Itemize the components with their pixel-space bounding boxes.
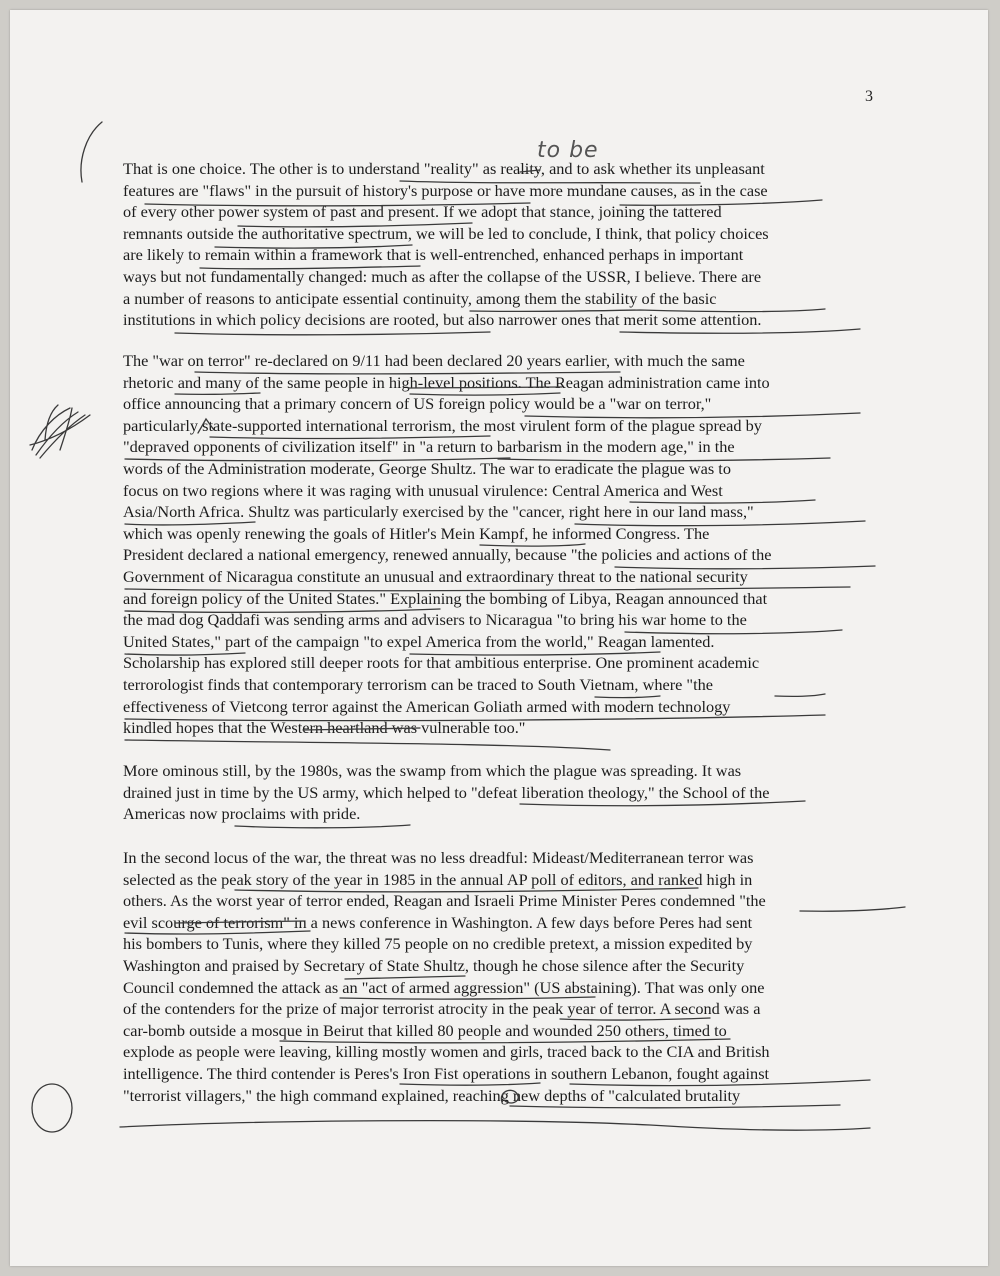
text-line: which was openly renewing the goals of Hitler's Mein Kampf, he informed Congress. The xyxy=(123,523,710,543)
underline-mark xyxy=(215,245,412,248)
underline-mark xyxy=(125,522,255,525)
document-page xyxy=(10,10,988,1266)
strikethrough-mark xyxy=(520,170,540,172)
text-line: kindled hopes that the Western heartland was vulnerable too." xyxy=(123,718,526,738)
text-line: office announcing that a primary concern of US foreign policy would be a "war on terror," xyxy=(123,394,712,414)
text-line: In the second locus of the war, the threat was no less dreadful: Mideast/Mediterranean terror was xyxy=(123,848,754,867)
underline-mark xyxy=(145,203,530,206)
underline-mark xyxy=(410,652,660,655)
underline-mark xyxy=(175,393,260,394)
underline-mark xyxy=(775,694,825,696)
text-line: "depraved opponents of civilization itself" in "a return to barbarism in the modern age," in the xyxy=(123,437,735,457)
underline-mark xyxy=(125,587,850,591)
text-line: institutions in which policy decisions are rooted, but also narrower ones that merit some attention. xyxy=(123,310,762,330)
text-line: United States," part of the campaign "to expel America from the world," Reagan lamented. xyxy=(123,631,715,651)
underline-mark xyxy=(480,544,585,546)
text-line: of every other power system of past and present. If we adopt that stance, joining the tattered xyxy=(123,202,722,222)
strikethrough-mark xyxy=(408,387,562,388)
text-line: selected as the peak story of the year in 1985 in the annual AP poll of editors, and ranked high in xyxy=(123,869,753,889)
underline-mark xyxy=(125,653,245,655)
underline-mark xyxy=(125,458,510,461)
text-line: drained just in time by the US army, which helped to "defeat liberation theology," the School of the xyxy=(123,782,770,802)
underline-mark xyxy=(210,436,490,439)
underline-mark xyxy=(560,1018,710,1020)
insertion-caret-mark xyxy=(198,419,214,433)
text-line: ways but not fundamentally changed: much as after the collapse of the USSR, I believe. There are xyxy=(123,266,762,286)
underline-mark xyxy=(800,907,905,911)
text-line: explode as people were leaving, killing mostly women and girls, traced back to the CIA and British xyxy=(123,1042,770,1062)
underline-mark xyxy=(510,1105,840,1108)
text-line: his bombers to Tunis, where they killed 75 people on no credible pretext, a mission expedited by xyxy=(123,934,753,954)
pen-annotations xyxy=(10,10,988,1266)
page-number: 3 xyxy=(865,88,873,105)
underline-mark xyxy=(520,801,805,806)
underline-mark xyxy=(235,825,410,828)
strikethrough-mark xyxy=(303,728,420,730)
underline-mark xyxy=(620,200,822,205)
text-line: Americas now proclaims with pride. xyxy=(123,804,361,824)
text-line: That is one choice. The other is to understand "reality" as reality, and to ask whether its unpleasant xyxy=(123,159,765,178)
margin-circle-mark xyxy=(32,1084,72,1132)
underline-mark xyxy=(195,372,620,374)
text-line: "terrorist villagers," the high command explained, reaching new depths of "calculated brutality xyxy=(123,1085,741,1105)
text-line: Council condemned the attack as an "act of armed aggression" (US abstaining). That was only one xyxy=(123,977,765,997)
text-line: rhetoric and many of the same people in high-level positions. The Reagan administration came into xyxy=(123,372,770,392)
strikethrough-mark xyxy=(345,976,465,979)
underline-mark xyxy=(238,223,472,227)
underline-mark xyxy=(400,181,700,183)
text-line: others. As the worst year of terror ended, Reagan and Israeli Prime Minister Peres condemned "the xyxy=(123,891,766,911)
bottom-underline-mark xyxy=(120,1121,870,1130)
text-line: are likely to remain within a framework that is well-entrenched, enhanced perhaps in important xyxy=(123,245,744,265)
text-line: the mad dog Qaddafi was sending arms and advisers to Nicaragua "to bring his war home to the xyxy=(123,610,747,630)
underline-mark xyxy=(235,888,698,892)
underline-mark xyxy=(570,1080,870,1086)
text-line: particularly state-supported international terrorism, the most virulent form of the plague spread by xyxy=(123,415,762,435)
strikethrough-mark xyxy=(175,921,305,923)
underline-mark xyxy=(575,521,865,526)
text-line: and foreign policy of the United States." Explaining the bombing of Libya, Reagan announced that xyxy=(123,588,768,608)
underline-mark xyxy=(175,332,490,335)
text-line: evil scourge of terrorism" in a news conference in Washington. A few days before Peres had sent xyxy=(123,912,753,932)
underline-mark xyxy=(525,413,860,418)
text-line: of the contenders for the prize of major terrorist atrocity in the peak year of terror. A second was a xyxy=(123,999,761,1019)
underline-mark xyxy=(498,458,830,461)
underline-mark xyxy=(125,931,310,934)
text-line: intelligence. The third contender is Peres's Iron Fist operations in southern Lebanon, fought against xyxy=(123,1063,770,1083)
text-line: President declared a national emergency, renewed annually, because "the policies and actions of the xyxy=(123,545,772,565)
underline-mark xyxy=(125,740,610,750)
text-line: a number of reasons to anticipate essential continuity, among them the stability of the basic xyxy=(123,288,717,308)
text-line: car-bomb outside a mosque in Beirut that killed 80 people and wounded 250 others, timed to xyxy=(123,1020,727,1040)
insertion-loop-mark xyxy=(501,1090,518,1103)
margin-bracket-mark xyxy=(81,122,102,182)
underline-mark xyxy=(470,309,825,312)
text-line: remnants outside the authoritative spectrum, we will be led to conclude, I think, that policy choices xyxy=(123,223,769,243)
underline-mark xyxy=(595,696,660,698)
text-line: effectiveness of Vietcong terror against the American Goliath armed with modern technology xyxy=(123,696,731,716)
underline-mark xyxy=(200,266,420,269)
text-line: features are "flaws" in the pursuit of history's purpose or have more mundane causes, as in the case xyxy=(123,180,768,200)
underline-mark xyxy=(125,609,440,612)
underline-mark xyxy=(630,500,815,503)
underline-mark xyxy=(125,715,825,721)
underline-mark xyxy=(625,630,842,634)
text-line: Scholarship has explored still deeper roots for that ambitious enterprise. One prominent academic xyxy=(123,653,760,673)
text-line: More ominous still, by the 1980s, was the swamp from which the plague was spreading. It was xyxy=(123,761,742,780)
text-line: words of the Administration moderate, George Shultz. The war to eradicate the plague was to xyxy=(123,458,731,478)
text-line: focus on two regions where it was raging with unusual virulence: Central America and West xyxy=(123,480,723,500)
text-line: Government of Nicaragua constitute an unusual and extraordinary threat to the national security xyxy=(123,566,748,586)
underline-mark xyxy=(620,329,860,333)
underline-mark xyxy=(615,566,875,569)
handwritten-insertion: to be xyxy=(537,138,599,163)
underline-mark xyxy=(410,393,560,395)
underline-mark xyxy=(280,1039,730,1043)
text-line: Asia/North Africa. Shultz was particularly exercised by the "cancer, right here in our land mass," xyxy=(123,502,754,522)
text-line: terrorologist finds that contemporary terrorism can be traced to South Vietnam, where "the xyxy=(123,674,713,694)
text-line: Washington and praised by Secretary of State Shultz, though he chose silence after the Security xyxy=(123,955,745,975)
underline-mark xyxy=(400,1083,540,1085)
underline-mark xyxy=(340,997,595,999)
text-line: The "war on terror" re-declared on 9/11 had been declared 20 years earlier, with much the same xyxy=(123,351,745,370)
margin-scribble-mark xyxy=(30,405,90,458)
